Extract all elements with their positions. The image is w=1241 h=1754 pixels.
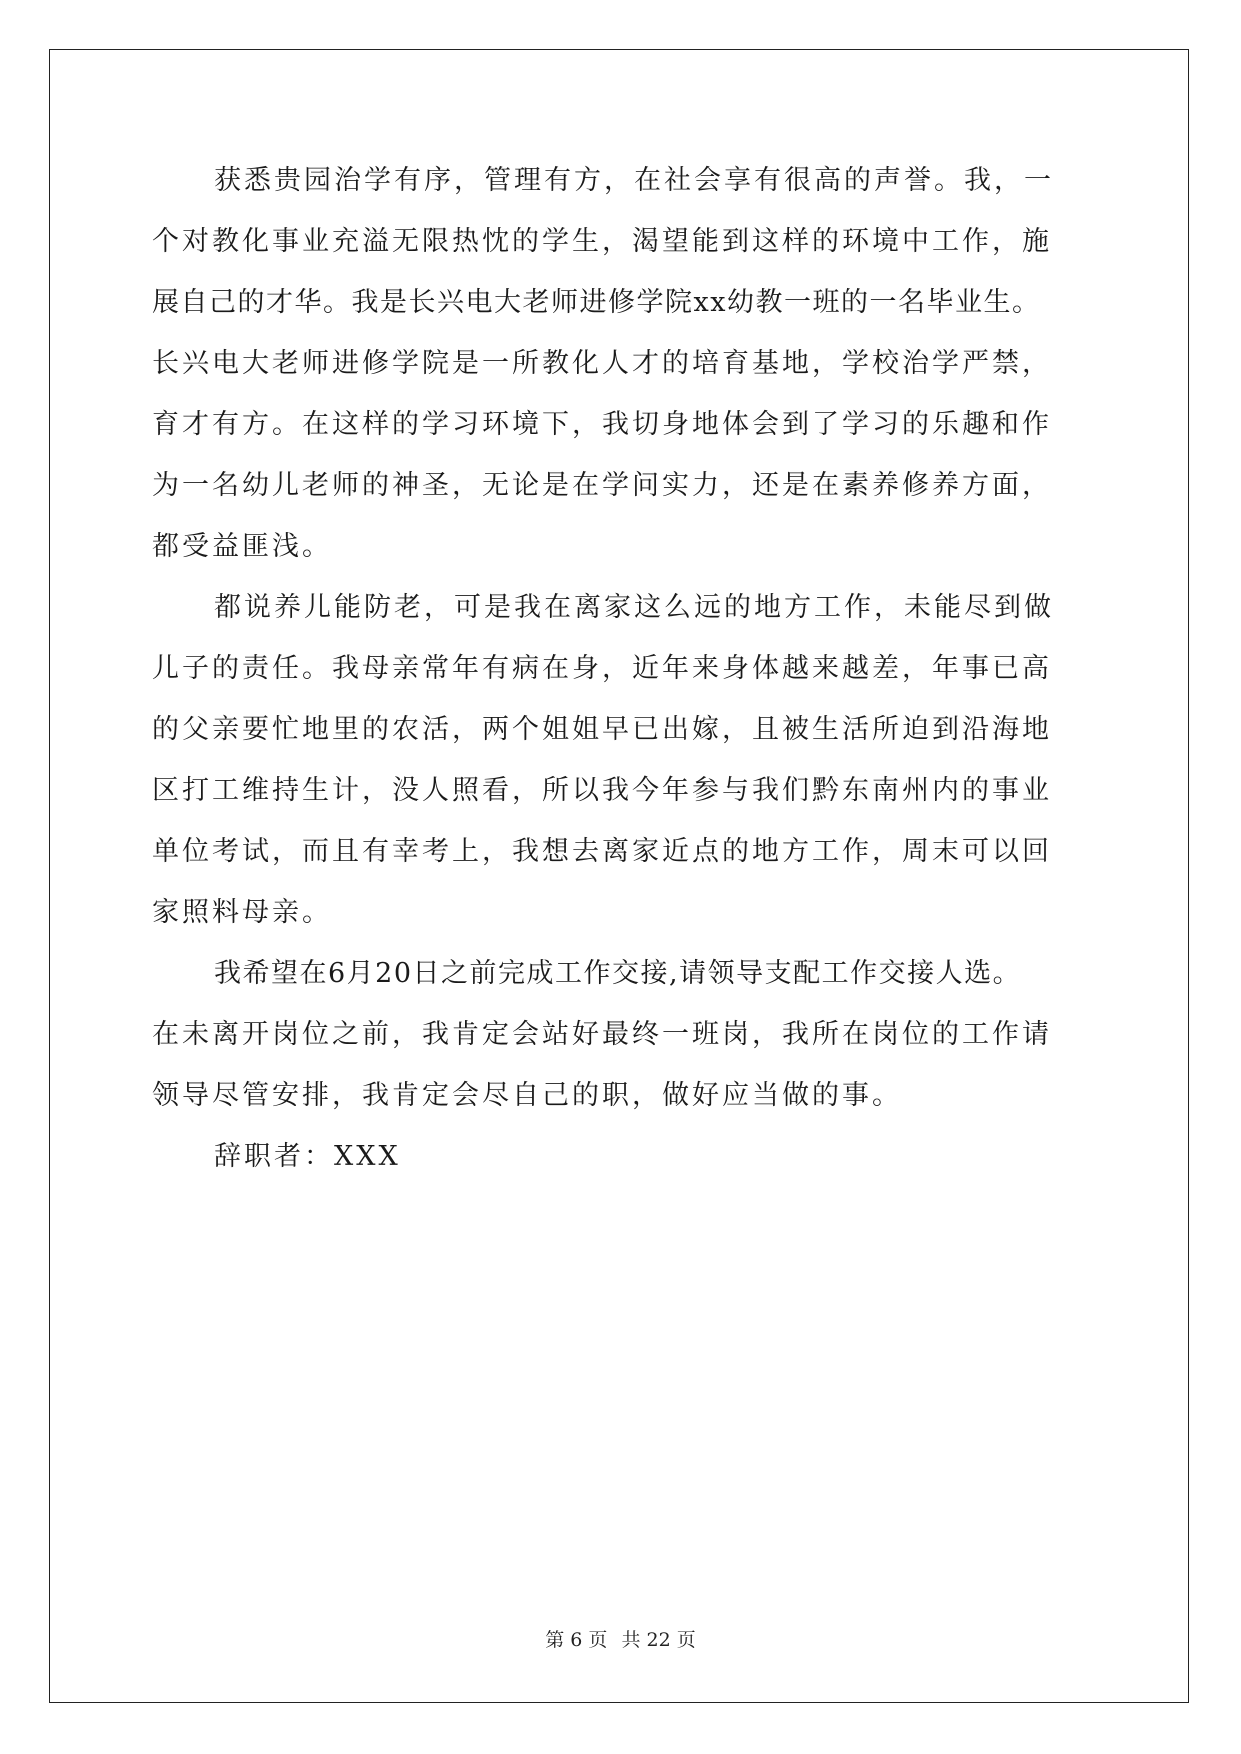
text-line: 获悉贵园治学有序，管理有方，在社会享有很高的声誉。我，一 (214, 165, 1054, 196)
signature-line: 辞职者：XXX (214, 1141, 401, 1172)
text-line: 我希望在6月20日之前完成工作交接,请领导支配工作交接人选。 (214, 958, 1022, 989)
total-pages: 共 22 页 (621, 1629, 696, 1651)
text-line: 育才有方。在这样的学习环境下，我切身地体会到了学习的乐趣和作 (152, 409, 1052, 440)
text-line: 领导尽管安排，我肯定会尽自己的职，做好应当做的事。 (152, 1080, 902, 1111)
text-line: 单位考试，而且有幸考上，我想去离家近点的地方工作，周末可以回 (152, 836, 1052, 867)
letter-body (152, 150, 1092, 1187)
text-line: 展自己的才华。我是长兴电大老师进修学院xx幼教一班的一名毕业生。 (152, 287, 1041, 318)
text-line: 都受益匪浅。 (152, 531, 332, 562)
text-line: 为一名幼儿老师的神圣，无论是在学问实力，还是在素养修养方面， (152, 470, 1052, 501)
text-line: 儿子的责任。我母亲常年有病在身，近年来身体越来越差，年事已高 (152, 653, 1052, 684)
text-line: 在未离开岗位之前，我肯定会站好最终一班岗，我所在岗位的工作请 (152, 1019, 1052, 1050)
text-line: 区打工维持生计，没人照看，所以我今年参与我们黔东南州内的事业 (152, 775, 1052, 806)
text-line: 的父亲要忙地里的农活，两个姐姐早已出嫁，且被生活所迫到沿海地 (152, 714, 1052, 745)
text-line: 长兴电大老师进修学院是一所教化人才的培育基地，学校治学严禁， (152, 348, 1052, 379)
text-line: 都说养儿能防老，可是我在离家这么远的地方工作，未能尽到做 (214, 592, 1054, 623)
page-number: 第 6 页 (545, 1629, 608, 1651)
text-line: 家照料母亲。 (152, 897, 332, 928)
text-line: 个对教化事业充溢无限热忱的学生，渴望能到这样的环境中工作，施 (152, 226, 1052, 257)
page-footer (0, 1625, 1241, 1652)
